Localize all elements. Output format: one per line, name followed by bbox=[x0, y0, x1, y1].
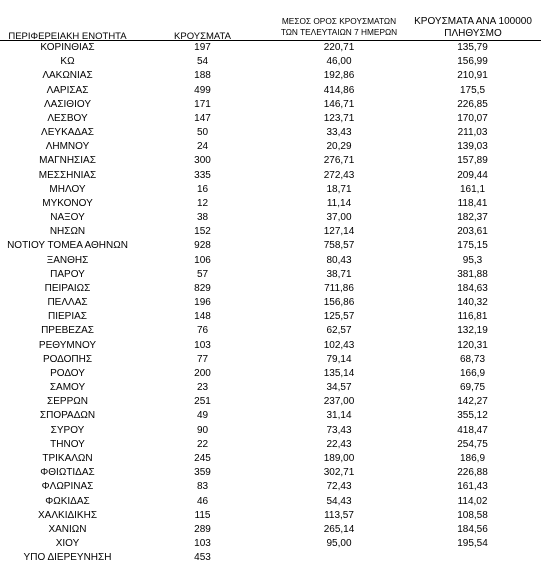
avg-cell: 414,86 bbox=[323, 84, 355, 96]
avg-cell: 276,71 bbox=[323, 155, 355, 167]
avg-cell: 146,71 bbox=[323, 98, 355, 110]
cases-cell: 12 bbox=[196, 197, 209, 209]
table-row bbox=[0, 367, 543, 381]
region-cell: ΞΑΝΘΗΣ bbox=[46, 254, 89, 266]
avg-cell: 220,71 bbox=[323, 42, 355, 53]
per100k-cell: 139,03 bbox=[457, 141, 488, 153]
region-cell: ΡΕΘΥΜΝΟΥ bbox=[38, 339, 97, 351]
avg-cell: 31,14 bbox=[326, 410, 352, 422]
table-row bbox=[0, 296, 543, 310]
region-cell: ΚΟΡΙΝΘΙΑΣ bbox=[40, 42, 95, 53]
region-cell: ΜΗΛΟΥ bbox=[49, 183, 86, 195]
table-row bbox=[0, 438, 543, 452]
region-cell: ΥΠΟ ΔΙΕΡΕΥΝΗΣΗ bbox=[23, 552, 112, 564]
region-cell: ΦΛΩΡΙΝΑΣ bbox=[41, 481, 94, 493]
region-cell: ΝΗΣΩΝ bbox=[49, 226, 86, 238]
cases-cell: 54 bbox=[196, 56, 209, 68]
region-cell: ΛΗΜΝΟΥ bbox=[45, 141, 90, 153]
region-cell: ΜΕΣΣΗΝΙΑΣ bbox=[38, 169, 97, 181]
table-row bbox=[0, 55, 543, 69]
per100k-cell: 161,43 bbox=[457, 481, 488, 493]
region-cell: ΧΙΟΥ bbox=[55, 538, 80, 550]
region-cell: ΦΩΚΙΔΑΣ bbox=[45, 495, 90, 507]
region-cell: ΛΑΡΙΣΑΣ bbox=[46, 84, 89, 96]
cases-cell: 24 bbox=[196, 141, 209, 153]
header-region: ΠΕΡΙΦΕΡΕΙΑΚΗ ΕΝΟΤΗΤΑ bbox=[8, 31, 127, 42]
cases-cell: 16 bbox=[196, 183, 209, 195]
region-cell: ΣΥΡΟΥ bbox=[50, 424, 85, 436]
avg-cell: 33,43 bbox=[326, 127, 352, 139]
table-row bbox=[0, 126, 543, 140]
region-cell: ΠΕΛΛΑΣ bbox=[47, 297, 88, 309]
per100k-cell: 161,1 bbox=[459, 183, 486, 195]
table-row bbox=[0, 495, 543, 509]
region-cell: ΦΘΙΩΤΙΔΑΣ bbox=[40, 467, 95, 479]
avg-cell: 102,43 bbox=[323, 339, 355, 351]
cases-cell: 251 bbox=[194, 396, 211, 408]
per100k-cell: 211,03 bbox=[457, 127, 488, 139]
region-cell: ΛΑΣΙΘΙΟΥ bbox=[44, 98, 91, 110]
per100k-cell: 355,12 bbox=[457, 410, 488, 422]
table-row bbox=[0, 381, 543, 395]
avg-cell: 18,71 bbox=[326, 183, 352, 195]
table-row bbox=[0, 310, 543, 324]
per100k-cell: 166,9 bbox=[459, 367, 486, 379]
cases-cell: 147 bbox=[194, 112, 211, 124]
region-cell: ΠΙΕΡΙΑΣ bbox=[48, 311, 87, 323]
avg-cell: 135,14 bbox=[323, 367, 355, 379]
per100k-cell: 186,9 bbox=[459, 452, 486, 464]
avg-cell: 79,14 bbox=[326, 353, 352, 365]
avg-cell: 156,86 bbox=[323, 297, 355, 309]
per100k-cell: 182,37 bbox=[457, 212, 488, 224]
avg-cell: 38,71 bbox=[326, 268, 352, 280]
table-row bbox=[0, 98, 543, 112]
cases-cell: 115 bbox=[194, 509, 211, 521]
region-cell: ΚΩ bbox=[60, 56, 75, 68]
cases-cell: 83 bbox=[196, 481, 209, 493]
cases-cell: 335 bbox=[194, 169, 211, 181]
header-avg-line2: ΤΩΝ ΤΕΛΕΥΤΑΙΩΝ 7 ΗΜΕΡΩΝ bbox=[280, 27, 398, 37]
cases-cell: 103 bbox=[194, 339, 211, 351]
cases-cell: 23 bbox=[196, 382, 209, 394]
avg-cell: 72,43 bbox=[326, 481, 352, 493]
cases-cell: 57 bbox=[196, 268, 209, 280]
avg-cell: 265,14 bbox=[323, 523, 355, 535]
per100k-cell: 135,79 bbox=[457, 42, 488, 53]
per100k-cell: 170,07 bbox=[457, 112, 488, 124]
region-cell: ΤΡΙΚΑΛΩΝ bbox=[42, 452, 93, 464]
avg-cell: 123,71 bbox=[323, 112, 355, 124]
per100k-cell: 108,58 bbox=[457, 509, 488, 521]
region-cell: ΣΑΜΟΥ bbox=[49, 382, 86, 394]
region-cell: ΣΕΡΡΩΝ bbox=[47, 396, 88, 408]
cases-cell: 152 bbox=[194, 226, 211, 238]
table-row bbox=[0, 140, 543, 154]
per100k-cell: 226,85 bbox=[457, 98, 488, 110]
avg-cell: 189,00 bbox=[323, 452, 355, 464]
region-cell: ΛΕΥΚΑΔΑΣ bbox=[41, 127, 94, 139]
cases-cell: 148 bbox=[194, 311, 211, 323]
region-cell: ΛΕΣΒΟΥ bbox=[47, 112, 88, 124]
header-cases: ΚΡΟΥΣΜΑΤΑ bbox=[174, 31, 231, 42]
header-cases-per-100k bbox=[403, 16, 543, 40]
per100k-cell: 95,3 bbox=[462, 254, 483, 266]
avg-cell: 20,29 bbox=[326, 141, 352, 153]
table-row bbox=[0, 225, 543, 239]
cases-cell: 499 bbox=[194, 84, 211, 96]
region-cell: ΠΕΙΡΑΙΩΣ bbox=[44, 282, 91, 294]
table-row bbox=[0, 353, 543, 367]
avg-cell: 237,00 bbox=[323, 396, 355, 408]
avg-cell: 34,57 bbox=[326, 382, 352, 394]
per100k-cell: 69,75 bbox=[459, 382, 486, 394]
per100k-cell: 68,73 bbox=[459, 353, 486, 365]
per100k-cell: 118,41 bbox=[457, 197, 488, 209]
avg-cell: 125,57 bbox=[323, 311, 355, 323]
per100k-cell: 116,81 bbox=[457, 311, 488, 323]
per100k-cell: 120,31 bbox=[457, 339, 488, 351]
avg-cell: 192,86 bbox=[323, 70, 355, 82]
cases-cell: 453 bbox=[194, 552, 211, 564]
cases-cell: 171 bbox=[194, 98, 211, 110]
table-row bbox=[0, 211, 543, 225]
per100k-cell: 381,88 bbox=[457, 268, 488, 280]
table-row bbox=[0, 409, 543, 423]
region-cell: ΤΗΝΟΥ bbox=[50, 438, 85, 450]
table-row bbox=[0, 452, 543, 466]
per100k-cell: 142,27 bbox=[457, 396, 488, 408]
cases-cell: 77 bbox=[196, 353, 209, 365]
cases-cell: 22 bbox=[196, 438, 209, 450]
per100k-cell: 132,19 bbox=[457, 325, 488, 337]
avg-cell: 62,57 bbox=[326, 325, 352, 337]
region-cell: ΠΑΡΟΥ bbox=[50, 268, 85, 280]
per100k-cell: 203,61 bbox=[457, 226, 488, 238]
region-cell: ΛΑΚΩΝΙΑΣ bbox=[42, 70, 93, 82]
cases-cell: 46 bbox=[196, 495, 209, 507]
table-row bbox=[0, 197, 543, 211]
per100k-cell: 175,5 bbox=[459, 84, 486, 96]
avg-cell: 711,86 bbox=[324, 282, 354, 294]
table-row bbox=[0, 424, 543, 438]
avg-cell: 80,43 bbox=[326, 254, 352, 266]
avg-cell: 73,43 bbox=[326, 424, 352, 436]
table-row bbox=[0, 239, 543, 253]
per100k-cell: 210,91 bbox=[457, 70, 488, 82]
per100k-cell: 226,88 bbox=[457, 467, 488, 479]
table-row bbox=[0, 41, 543, 55]
per100k-cell: 195,54 bbox=[457, 538, 488, 550]
avg-cell: 302,71 bbox=[323, 467, 355, 479]
avg-cell: 272,43 bbox=[323, 169, 355, 181]
header-avg-line1: ΜΕΣΟΣ ΟΡΟΣ ΚΡΟΥΣΜΑΤΩΝ bbox=[281, 16, 397, 26]
table-row bbox=[0, 169, 543, 183]
cases-cell: 196 bbox=[194, 297, 211, 309]
cases-cell: 200 bbox=[194, 367, 211, 379]
cases-cell: 38 bbox=[196, 212, 209, 224]
per100k-cell: 209,44 bbox=[457, 169, 488, 181]
region-cell: ΝΟΤΙΟΥ ΤΟΜΕΑ ΑΘΗΝΩΝ bbox=[7, 240, 128, 252]
cases-cell: 359 bbox=[194, 467, 211, 479]
avg-cell: 37,00 bbox=[326, 212, 352, 224]
per100k-cell: 156,99 bbox=[457, 56, 488, 68]
avg-cell: 127,14 bbox=[323, 226, 355, 238]
per100k-cell: 140,32 bbox=[457, 297, 488, 309]
cases-cell: 106 bbox=[194, 254, 211, 266]
table-row bbox=[0, 154, 543, 168]
region-cell: ΜΥΚΟΝΟΥ bbox=[42, 197, 93, 209]
avg-cell: 758,57 bbox=[323, 240, 355, 252]
region-cell: ΧΑΝΙΩΝ bbox=[48, 523, 87, 535]
table-row bbox=[0, 551, 543, 565]
cases-cell: 188 bbox=[194, 70, 211, 82]
cases-cell: 197 bbox=[194, 42, 211, 53]
table-row bbox=[0, 84, 543, 98]
cases-cell: 49 bbox=[196, 410, 209, 422]
region-cell: ΣΠΟΡΑΔΩΝ bbox=[39, 410, 96, 422]
table-row bbox=[0, 523, 543, 537]
table-row bbox=[0, 112, 543, 126]
header-per100k-line2: ΠΛΗΘΥΣΜΟ bbox=[444, 28, 502, 39]
cases-cell: 300 bbox=[194, 155, 211, 167]
table-row bbox=[0, 183, 543, 197]
cases-cell: 289 bbox=[194, 523, 211, 535]
table-row bbox=[0, 480, 543, 494]
table-row bbox=[0, 69, 543, 83]
avg-cell: 46,00 bbox=[326, 56, 352, 68]
avg-cell: 113,57 bbox=[324, 509, 354, 521]
avg-cell: 11,14 bbox=[326, 197, 352, 209]
table-row bbox=[0, 537, 543, 551]
table-row bbox=[0, 254, 543, 268]
cases-cell: 245 bbox=[194, 452, 211, 464]
table-row bbox=[0, 509, 543, 523]
region-cell: ΝΑΞΟΥ bbox=[50, 212, 85, 224]
region-cell: ΠΡΕΒΕΖΑΣ bbox=[41, 325, 94, 337]
region-cell: ΜΑΓΝΗΣΙΑΣ bbox=[39, 155, 96, 167]
region-cell: ΡΟΔΟΥ bbox=[50, 367, 85, 379]
cases-cell: 90 bbox=[196, 424, 209, 436]
table-row bbox=[0, 324, 543, 338]
data-table bbox=[0, 41, 543, 565]
region-cell: ΡΟΔΟΠΗΣ bbox=[42, 353, 93, 365]
avg-cell: 54,43 bbox=[326, 495, 352, 507]
cases-cell: 50 bbox=[196, 127, 209, 139]
table-row bbox=[0, 268, 543, 282]
per100k-cell: 114,02 bbox=[457, 495, 488, 507]
avg-cell: 22,43 bbox=[326, 438, 352, 450]
header-per100k-line1: ΚΡΟΥΣΜΑΤΑ ΑΝΑ 100000 bbox=[414, 16, 532, 27]
per100k-cell: 254,75 bbox=[457, 438, 488, 450]
header-avg-7days bbox=[268, 16, 410, 38]
avg-cell: 95,00 bbox=[326, 538, 352, 550]
table-row bbox=[0, 339, 543, 353]
cases-cell: 76 bbox=[196, 325, 209, 337]
table-row bbox=[0, 466, 543, 480]
per100k-cell: 184,56 bbox=[457, 523, 488, 535]
region-cell: ΧΑΛΚΙΔΙΚΗΣ bbox=[38, 509, 97, 521]
per100k-cell: 184,63 bbox=[457, 282, 488, 294]
per100k-cell: 418,47 bbox=[457, 424, 488, 436]
cases-cell: 103 bbox=[194, 538, 211, 550]
per100k-cell: 157,89 bbox=[457, 155, 488, 167]
per100k-cell: 175,15 bbox=[457, 240, 488, 252]
cases-cell: 928 bbox=[194, 240, 211, 252]
table-row bbox=[0, 282, 543, 296]
table-row bbox=[0, 395, 543, 409]
cases-cell: 829 bbox=[194, 282, 211, 294]
